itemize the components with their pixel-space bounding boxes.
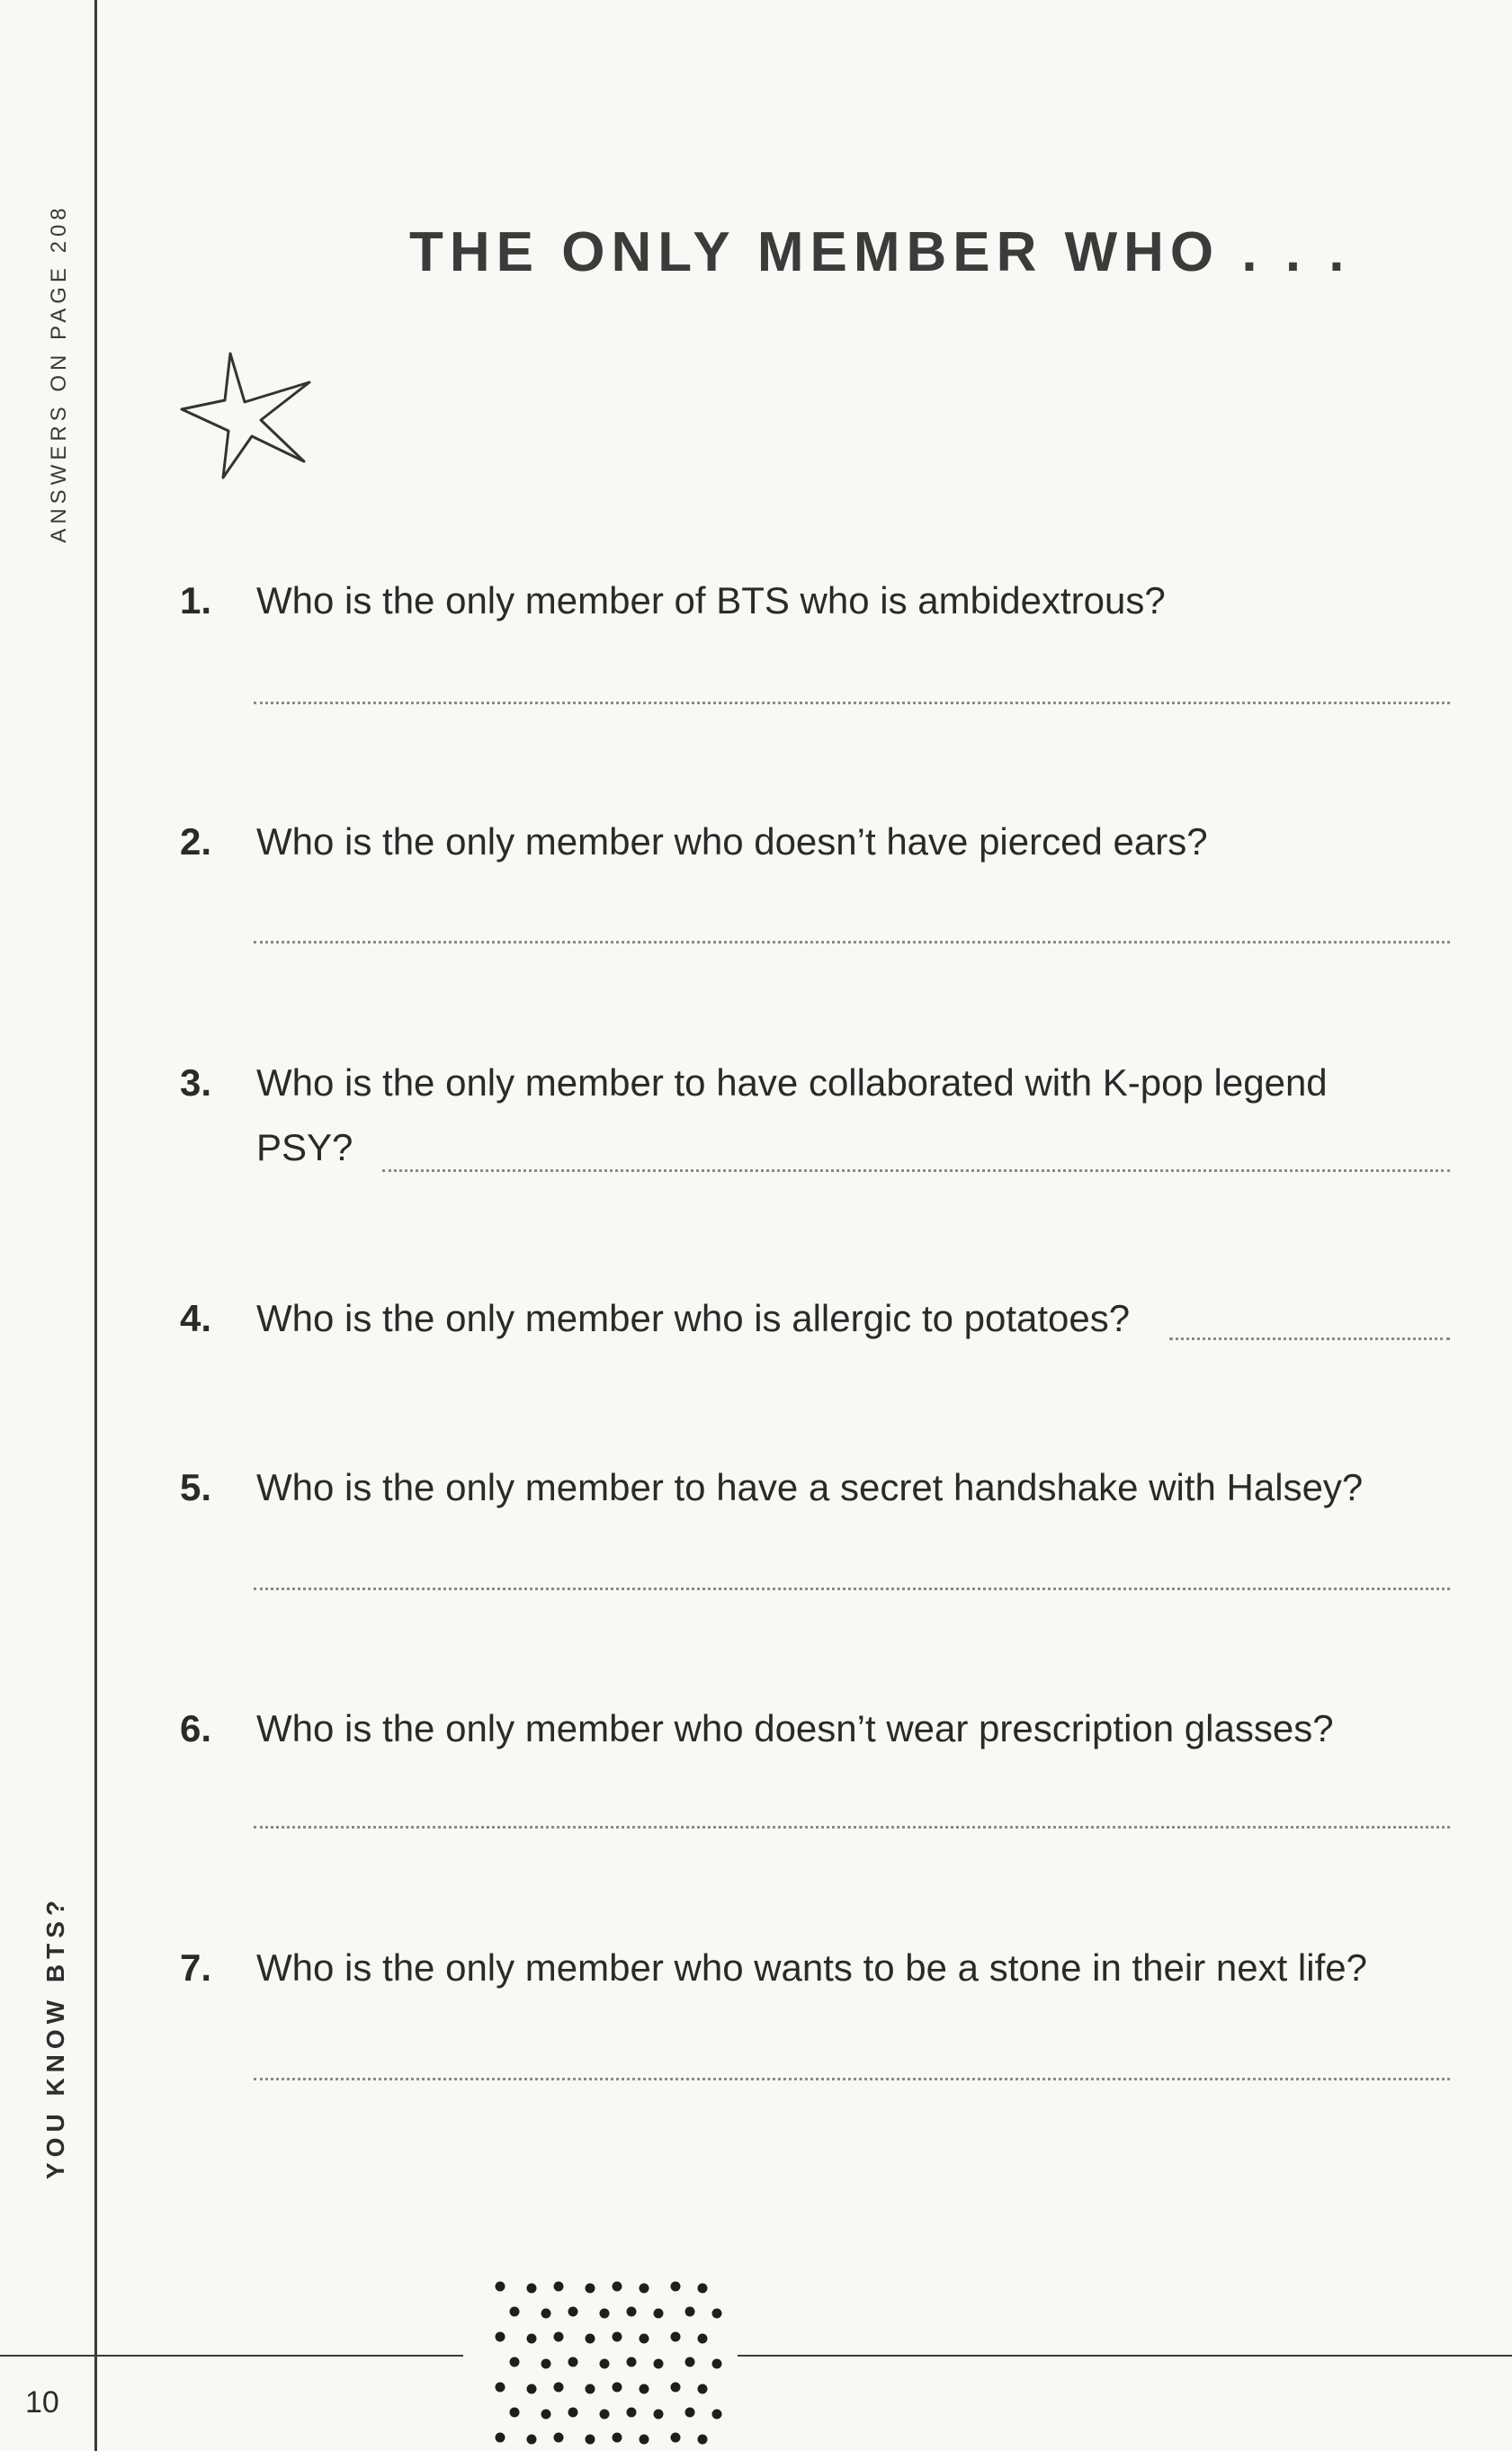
pattern-dot — [613, 2332, 622, 2342]
pattern-dot — [496, 2332, 505, 2342]
pattern-dot — [496, 2433, 505, 2443]
pattern-dot — [527, 2334, 537, 2344]
bottom-rule-left — [0, 2355, 463, 2357]
pattern-dot — [613, 2433, 622, 2443]
pattern-dot — [698, 2284, 708, 2294]
answer-line-5[interactable] — [254, 1588, 1450, 1590]
pattern-dot — [554, 2282, 564, 2292]
pattern-dot — [671, 2433, 681, 2443]
pattern-dot — [600, 2410, 610, 2420]
pattern-dot — [613, 2282, 622, 2292]
pattern-dot — [654, 2410, 664, 2420]
pattern-dot — [654, 2309, 664, 2319]
pattern-dot — [510, 2357, 520, 2367]
pattern-dot — [627, 2357, 637, 2367]
pattern-dot — [698, 2334, 708, 2344]
pattern-dot — [627, 2307, 637, 2317]
pattern-dot — [712, 2410, 722, 2420]
pattern-dot — [527, 2435, 537, 2445]
pattern-dot — [554, 2332, 564, 2342]
pattern-dot — [685, 2357, 695, 2367]
pattern-dot — [698, 2384, 708, 2394]
answer-line-1[interactable] — [254, 702, 1450, 704]
question-number: 7. — [180, 1946, 212, 1989]
pattern-dot — [496, 2282, 505, 2292]
pattern-dot — [600, 2359, 610, 2369]
question-text: Who is the only member who is allergic to potatoes? — [256, 1297, 1131, 1339]
pattern-dot — [568, 2408, 578, 2418]
pattern-dot — [698, 2435, 708, 2445]
answer-line-6[interactable] — [254, 1826, 1450, 1829]
question-text: Who is the only member who doesn’t wear prescription glasses? — [256, 1707, 1334, 1749]
question-number: 5. — [180, 1466, 212, 1508]
answers-reference: ANSWERS ON PAGE 208 — [47, 203, 71, 543]
pattern-dot — [640, 2284, 649, 2294]
answer-line-3[interactable] — [382, 1169, 1450, 1172]
pattern-dot — [640, 2435, 649, 2445]
pattern-dot — [671, 2282, 681, 2292]
pattern-dot — [541, 2410, 551, 2420]
pattern-dot — [613, 2383, 622, 2393]
page-title: THE ONLY MEMBER WHO . . . — [409, 221, 1351, 283]
running-book-title: YOU KNOW BTS? — [41, 1895, 69, 2179]
pattern-dot — [510, 2408, 520, 2418]
pattern-dot — [671, 2383, 681, 2393]
question-text-continued: PSY? — [256, 1126, 353, 1168]
star-outline-icon — [178, 346, 313, 481]
question-text: Who is the only member who wants to be a stone in their next life? — [256, 1946, 1367, 1989]
pattern-dot — [568, 2307, 578, 2317]
question-number: 6. — [180, 1707, 212, 1749]
pattern-dot — [527, 2284, 537, 2294]
margin-line — [94, 0, 97, 2451]
pattern-dot — [685, 2408, 695, 2418]
question-text: Who is the only member who doesn’t have pierced ears? — [256, 820, 1208, 863]
pattern-dot — [586, 2384, 595, 2394]
pattern-dot — [640, 2384, 649, 2394]
pattern-dot — [654, 2359, 664, 2369]
pattern-dot — [712, 2359, 722, 2369]
question-text: Who is the only member of BTS who is ambidextrous? — [256, 579, 1166, 622]
pattern-dot — [671, 2332, 681, 2342]
pattern-dot — [554, 2383, 564, 2393]
question-number: 3. — [180, 1061, 212, 1104]
answer-line-2[interactable] — [254, 941, 1450, 944]
pattern-dot — [496, 2383, 505, 2393]
pattern-dot — [600, 2309, 610, 2319]
pattern-dot — [527, 2384, 537, 2394]
page-number: 10 — [25, 2385, 59, 2420]
pattern-dot — [685, 2307, 695, 2317]
pattern-dot — [541, 2309, 551, 2319]
question-number: 2. — [180, 820, 212, 863]
answer-line-7[interactable] — [254, 2078, 1450, 2080]
question-text: Who is the only member to have a secret handshake with Halsey? — [256, 1466, 1364, 1508]
pattern-dot — [712, 2309, 722, 2319]
pattern-dot — [586, 2284, 595, 2294]
bottom-rule-right — [738, 2355, 1512, 2357]
dot-pattern-decoration — [486, 2276, 729, 2451]
pattern-dot — [568, 2357, 578, 2367]
pattern-dot — [586, 2334, 595, 2344]
pattern-dot — [640, 2334, 649, 2344]
pattern-dot — [541, 2359, 551, 2369]
pattern-dot — [510, 2307, 520, 2317]
answer-line-4[interactable] — [1169, 1337, 1450, 1340]
question-text: Who is the only member to have collaborated with K-pop legend — [256, 1061, 1328, 1104]
pattern-dot — [586, 2435, 595, 2445]
question-number: 4. — [180, 1297, 212, 1339]
pattern-dot — [554, 2433, 564, 2443]
question-number: 1. — [180, 579, 212, 622]
pattern-dot — [627, 2408, 637, 2418]
